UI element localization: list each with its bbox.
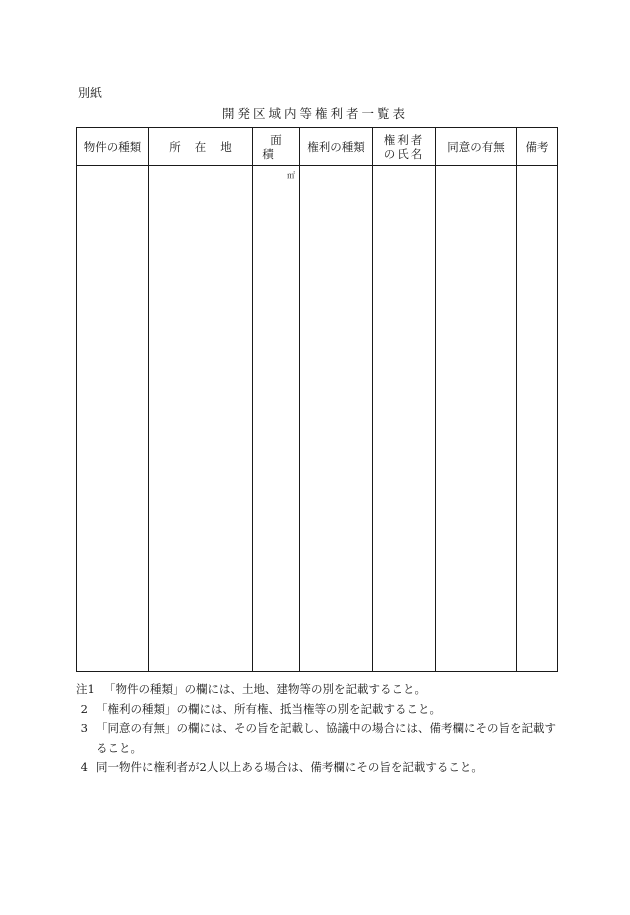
rights-holder-table: [76, 127, 558, 672]
note-item-1: [76, 680, 562, 700]
header-remarks: 備考: [517, 128, 558, 166]
cell-remarks[interactable]: [517, 166, 558, 672]
notes-section: [76, 680, 562, 778]
cell-property-type[interactable]: [77, 166, 149, 672]
table-header-row: [77, 128, 558, 166]
note-num-2: 2: [80, 701, 88, 716]
note-text-1: 「物件の種類」の欄には、土地、建物等の別を記載すること。: [104, 682, 426, 696]
header-rights-holder-line2: の氏名: [383, 146, 425, 161]
note-item-3: [76, 719, 562, 758]
header-area-text: 面積: [262, 132, 298, 161]
header-location-text: 所在地: [169, 139, 246, 154]
header-area: [253, 128, 300, 166]
header-consent: 同意の有無: [436, 128, 517, 166]
table-row: [77, 166, 558, 672]
note-item-2: [76, 700, 562, 720]
header-right-type: 権利の種類: [300, 128, 373, 166]
cell-right-type[interactable]: [300, 166, 373, 672]
attachment-label: 別紙: [78, 86, 103, 100]
cell-location[interactable]: [149, 166, 253, 672]
cell-consent[interactable]: [436, 166, 517, 672]
document-title: 開発区域内等権利者一覧表: [221, 106, 408, 121]
header-rights-holder-line1: 権利者: [383, 132, 425, 147]
note-num-4: 4: [80, 760, 88, 774]
note-num-3: 3: [80, 721, 88, 735]
header-rights-holder-name: [373, 128, 436, 166]
note-text-3: 「同意の有無」の欄には、その旨を記載し、協議中の場合には、備考欄にその旨を記載すること。: [96, 721, 556, 755]
cell-area[interactable]: [253, 166, 300, 672]
area-unit-label: ㎡: [287, 171, 295, 180]
note-item-4: [76, 758, 562, 778]
note-text-2: 「権利の種類」の欄には、所有権、抵当権等の別を記載すること。: [96, 701, 441, 716]
note-prefix: 注1: [76, 682, 95, 696]
header-location: [149, 128, 253, 166]
cell-rights-holder-name[interactable]: [373, 166, 436, 672]
note-text-4: 同一物件に権利者が2人以上ある場合は、備考欄にその旨を記載すること。: [96, 760, 483, 774]
header-property-type: 物件の種類: [77, 128, 149, 166]
